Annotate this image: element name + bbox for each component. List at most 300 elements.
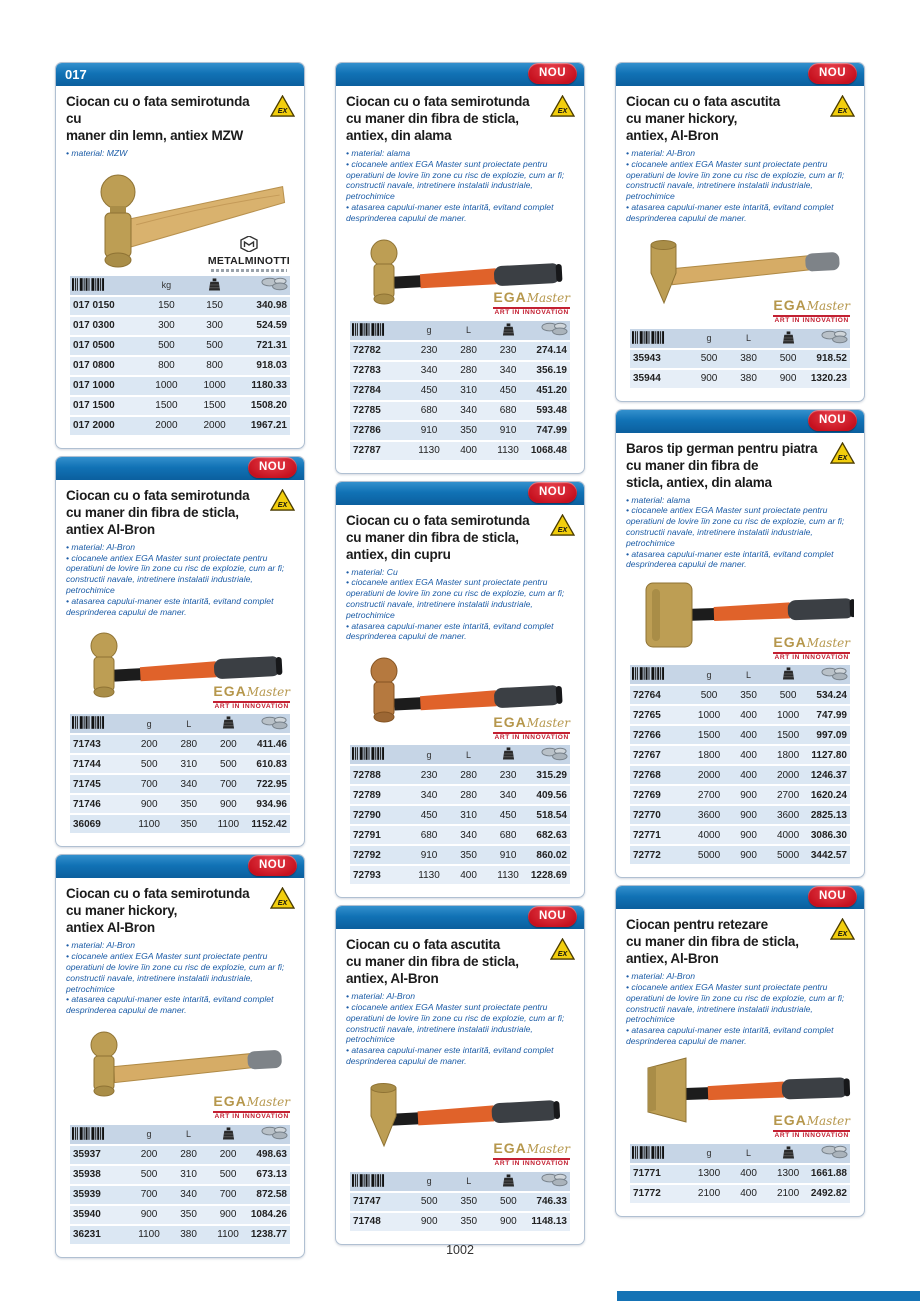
barcode-icon (632, 1146, 665, 1159)
product-card (335, 905, 585, 1245)
product-spec-value: 700 (129, 775, 169, 793)
barcode-icon (352, 1174, 385, 1187)
product-image (346, 227, 574, 317)
product-spec-value: 280 (449, 766, 489, 784)
product-spec-value: 1000 (191, 377, 239, 395)
spec-table (70, 712, 290, 835)
product-spec-value: 3600 (689, 806, 729, 824)
svg-text:EX: EX (557, 525, 568, 534)
spec-table-header-row (350, 321, 570, 340)
spec-table (350, 1170, 570, 1233)
ega-logo-name: EGA (773, 633, 807, 650)
product-price: 518.54 (528, 806, 570, 824)
ega-logo-script: Master (246, 1095, 290, 1110)
product-code: 72782 (350, 342, 409, 360)
product-spec-value: 310 (169, 1166, 209, 1184)
ex-hazard-icon-holder (270, 95, 295, 122)
product-price: 722.95 (248, 775, 290, 793)
weight-column-header (488, 321, 528, 340)
card-header-bar (616, 886, 864, 909)
product-title-line: antiex Al-Bron (66, 521, 155, 537)
weight-column-header (488, 745, 528, 764)
product-title-line: Ciocan cu o fata semirotunda (346, 94, 530, 109)
product-code: 72790 (350, 806, 409, 824)
product-spec-value: 500 (208, 1166, 248, 1184)
card-header-bar (616, 410, 864, 433)
product-spec-value: 900 (208, 1206, 248, 1224)
product-price: 872.58 (248, 1186, 290, 1204)
length-column-header: L (169, 714, 209, 733)
spec-table-row (70, 1146, 290, 1164)
product-spec-value: 1130 (409, 442, 449, 460)
product-title (346, 512, 538, 563)
ega-logo-tagline: ART IN INNOVATION (774, 653, 849, 661)
ega-logo-tagline: ART IN INNOVATION (214, 702, 289, 710)
ex-hazard-icon-holder (270, 887, 295, 914)
weight-icon (222, 716, 235, 729)
product-spec-value: 400 (449, 866, 489, 884)
product-code: 72767 (630, 746, 689, 764)
product-title-line: cu maner hickory, (626, 111, 738, 126)
product-spec-value: 1100 (129, 1226, 169, 1244)
metalminotti-name: METALMINOTTI (207, 255, 290, 268)
product-title-line: Baros tip german pentru piatra (626, 440, 818, 456)
ega-logo-name: EGA (493, 288, 527, 305)
weight-column-header (768, 1144, 808, 1163)
product-spec-value: 1000 (768, 706, 808, 724)
product-title (626, 916, 818, 967)
spec-table-header-row (630, 329, 850, 348)
ega-master-logo (773, 1113, 850, 1140)
ega-logo-name: EGA (493, 1140, 527, 1157)
ega-logo-row (493, 1141, 570, 1160)
ega-logo-row (773, 635, 850, 654)
product-code: 72793 (350, 866, 409, 884)
weight-icon (782, 1146, 795, 1159)
weight-column-header (489, 1172, 529, 1191)
product-spec-value: 800 (142, 357, 190, 375)
product-spec-value: 900 (689, 370, 729, 388)
spec-table-row (70, 755, 290, 773)
product-title-line: cu maner din fibra de (626, 457, 759, 473)
ega-logo-script: Master (806, 635, 850, 650)
product-title-line: cu maner din fibra de sticla, (346, 529, 519, 545)
ega-master-logo (493, 715, 570, 742)
product-code: 71744 (70, 755, 129, 773)
length-column-header: L (729, 1144, 769, 1163)
ega-logo-row (493, 290, 570, 309)
spec-table-row (70, 1206, 290, 1224)
product-price: 409.56 (528, 786, 570, 804)
weight-icon (502, 747, 515, 760)
length-column-header: L (729, 329, 769, 348)
product-card (615, 62, 865, 402)
product-code: 72788 (350, 766, 409, 784)
price-column-header (239, 276, 290, 295)
product-title-line: Ciocan cu o fata semirotunda (66, 487, 250, 503)
product-card (615, 409, 865, 879)
product-spec-value: 1000 (689, 706, 729, 724)
product-bullet: • atasarea capului-maner este intarită, evitand complet desprinderea capului de maner. (346, 201, 554, 223)
price-column-header (248, 714, 290, 733)
spec-table-row (70, 815, 290, 833)
product-spec-value: 400 (729, 766, 769, 784)
length-column-header: L (169, 1125, 209, 1144)
ega-logo-row (493, 715, 570, 734)
price-column-header (528, 321, 570, 340)
svg-text:EX: EX (277, 500, 288, 509)
product-spec-value: 2000 (191, 417, 239, 435)
price-column-header (528, 745, 570, 764)
unit-column-header: g (409, 1172, 449, 1191)
product-bullet: • material: Cu (346, 566, 398, 577)
product-code: 35940 (70, 1206, 129, 1224)
product-image (66, 1019, 294, 1121)
product-code: 017 0300 (70, 317, 142, 335)
product-spec-value: 230 (488, 766, 528, 784)
product-spec-value: 400 (729, 706, 769, 724)
product-spec-value: 800 (191, 357, 239, 375)
spec-table-row (630, 1165, 850, 1183)
product-spec-value: 350 (449, 846, 489, 864)
product-title-line: antiex, Al-Bron (346, 971, 439, 987)
metalminotti-tagline (211, 269, 287, 272)
product-spec-value: 1500 (768, 726, 808, 744)
product-spec-value: 1300 (689, 1165, 729, 1183)
spec-table-header-row (70, 276, 290, 295)
product-code: 72765 (630, 706, 689, 724)
spec-table-row (630, 686, 850, 704)
product-price: 918.52 (808, 350, 850, 368)
product-description (626, 495, 854, 571)
product-description (346, 567, 574, 643)
product-code: 72784 (350, 382, 409, 400)
weight-icon (502, 323, 515, 336)
unit-column-header: g (689, 1144, 729, 1163)
product-price: 747.99 (528, 422, 570, 440)
price-coins-icon (821, 330, 848, 344)
product-code: 017 2000 (70, 417, 142, 435)
price-column-header (808, 1144, 850, 1163)
product-card (615, 885, 865, 1217)
product-spec-value: 2700 (689, 786, 729, 804)
product-image (626, 227, 854, 325)
product-spec-value: 5000 (689, 846, 729, 864)
product-spec-value: 310 (449, 382, 489, 400)
ega-logo-name: EGA (773, 1112, 807, 1129)
price-column-header (248, 1125, 290, 1144)
product-spec-value: 500 (768, 686, 808, 704)
product-spec-value: 1800 (768, 746, 808, 764)
product-spec-value: 310 (449, 806, 489, 824)
product-code: 35943 (630, 350, 689, 368)
product-title-line: antiex, Al-Bron (626, 951, 719, 967)
product-image (626, 573, 854, 661)
product-spec-value: 1500 (191, 397, 239, 415)
product-spec-value: 1000 (142, 377, 190, 395)
ex-hazard-icon (270, 489, 295, 511)
spec-table-row (630, 706, 850, 724)
ex-hazard-icon (550, 514, 575, 536)
product-bullet: • ciocanele antiex EGA Master sunt proiectate pentru operatiuni de lovire îin zone cu risc de explozie, cum ar fi; constructii navale, intretinere instalatii industriale, petrochimice (626, 505, 845, 548)
product-price: 1661.88 (808, 1165, 850, 1183)
product-code: 017 1000 (70, 377, 142, 395)
product-spec-value: 450 (488, 382, 528, 400)
product-spec-value: 340 (409, 786, 449, 804)
ega-logo-tagline: ART IN INNOVATION (774, 316, 849, 324)
ex-hazard-icon (270, 887, 295, 909)
product-bullet: • material: alama (346, 148, 411, 158)
ega-logo-row (213, 684, 290, 703)
product-price: 721.31 (239, 337, 290, 355)
product-price: 1148.13 (528, 1213, 570, 1231)
product-bullet: • ciocanele antiex EGA Master sunt proiectate pentru operatiuni de lovire îin zone cu risc de explozie, cum ar fi; constructii navale, intretinere instalatii industriale, petrochimice (66, 552, 285, 595)
product-spec-value: 2700 (768, 786, 808, 804)
product-spec-value: 350 (169, 795, 209, 813)
product-bullet: • atasarea capului-maner este intarită, evitand complet desprinderea capului de maner. (626, 201, 834, 223)
ex-hazard-icon-holder (830, 918, 855, 945)
spec-table-row (350, 382, 570, 400)
spec-table-header-row (350, 745, 570, 764)
nou-badge: NOU (528, 63, 577, 84)
spec-table-row (70, 377, 290, 395)
product-price: 860.02 (528, 846, 570, 864)
ega-master-logo (213, 684, 290, 711)
product-bullet: • ciocanele antiex EGA Master sunt proiectate pentru operatiuni de lovire îin zone cu risc de explozie, cum ar fi; constructii navale, intretinere instalatii industriale, petrochimice (346, 1001, 565, 1045)
product-price: 593.48 (528, 402, 570, 420)
spec-table-header-row (70, 714, 290, 733)
product-spec-value: 350 (169, 815, 209, 833)
price-coins-icon (821, 667, 848, 681)
spec-table-row (350, 1193, 570, 1211)
product-title-line: Ciocan cu o fata semirotunda cu (66, 94, 250, 126)
barcode-icon (72, 278, 105, 291)
product-price: 1238.77 (248, 1226, 290, 1244)
product-price: 746.33 (528, 1193, 570, 1211)
product-code: 72768 (630, 766, 689, 784)
product-description (626, 148, 854, 224)
product-title-line: cu maner din fibra de sticla, (346, 111, 519, 126)
spec-table-row (70, 397, 290, 415)
product-bullet: • ciocanele antiex EGA Master sunt proiectate pentru operatiuni de lovire îin zone cu risc de explozie, cum ar fi; constructii navale, intretinere instalatii industriale, petrochimice (66, 951, 285, 994)
nou-badge: NOU (808, 410, 857, 431)
product-image (346, 1070, 574, 1168)
product-title (626, 93, 818, 144)
ega-logo-tagline: ART IN INNOVATION (494, 308, 569, 316)
product-spec-value: 500 (142, 337, 190, 355)
product-spec-value: 150 (142, 297, 190, 315)
product-spec-value: 910 (488, 422, 528, 440)
product-spec-value: 340 (169, 775, 209, 793)
product-code: 72792 (350, 846, 409, 864)
card-body (616, 433, 864, 878)
product-title (66, 487, 258, 538)
ex-hazard-icon (830, 442, 855, 464)
product-title-line: maner din lemn, antiex MZW (66, 128, 244, 143)
unit-column-header: g (689, 329, 729, 348)
product-spec-value: 500 (191, 337, 239, 355)
product-title-line: Ciocan cu o fata ascutita (626, 94, 781, 109)
product-spec-value: 200 (129, 735, 169, 753)
price-coins-icon (541, 747, 568, 761)
product-code: 35937 (70, 1146, 129, 1164)
spec-table-row (70, 735, 290, 753)
product-spec-value: 2100 (689, 1185, 729, 1203)
product-spec-value: 500 (129, 1166, 169, 1184)
length-column-header: L (449, 1172, 489, 1191)
product-spec-value: 4000 (768, 826, 808, 844)
column-1 (55, 62, 305, 1258)
barcode-icon (632, 667, 665, 680)
product-bullet: • atasarea capului-maner este intarită, evitand complet desprinderea capului de maner. (626, 548, 834, 570)
ega-logo-script: Master (526, 290, 570, 305)
barcode-column-header (70, 1125, 129, 1144)
ega-logo-tagline: ART IN INNOVATION (494, 733, 569, 741)
column-3 (615, 62, 865, 1258)
weight-icon (782, 331, 795, 344)
product-spec-value: 2000 (689, 766, 729, 784)
product-spec-value: 400 (729, 746, 769, 764)
weight-column-header (209, 714, 249, 733)
spec-table-row (70, 795, 290, 813)
card-header-bar (336, 906, 584, 929)
product-price: 1967.21 (239, 417, 290, 435)
product-title-line: cu maner din fibra de sticla, (66, 504, 239, 520)
product-bullet: • atasarea capului-maner este intarită, evitand complet desprinderea capului de maner. (66, 994, 274, 1016)
spec-table (70, 1123, 290, 1246)
product-code: 35939 (70, 1186, 129, 1204)
product-spec-value: 310 (169, 755, 209, 773)
barcode-column-header (350, 745, 409, 764)
ega-logo-tagline: ART IN INNOVATION (774, 1132, 849, 1140)
spec-table-row (70, 1166, 290, 1184)
product-price: 340.98 (239, 297, 290, 315)
product-spec-value: 1500 (142, 397, 190, 415)
nou-badge: NOU (808, 886, 857, 907)
price-column-header (808, 329, 850, 348)
product-spec-value: 400 (729, 1165, 769, 1183)
ega-logo-tagline: ART IN INNOVATION (494, 1160, 569, 1168)
ex-hazard-icon-holder (270, 489, 295, 516)
ex-hazard-icon (270, 95, 295, 117)
product-spec-value: 340 (449, 826, 489, 844)
barcode-icon (632, 331, 665, 344)
product-code: 72787 (350, 442, 409, 460)
ega-logo-name: EGA (213, 1093, 247, 1110)
product-code: 71745 (70, 775, 129, 793)
spec-table-row (350, 866, 570, 884)
unit-column-header: g (129, 714, 169, 733)
price-column-header (808, 665, 850, 684)
product-price: 1620.24 (808, 786, 850, 804)
spec-table-row (70, 317, 290, 335)
product-spec-value: 900 (129, 795, 169, 813)
product-spec-value: 500 (768, 350, 808, 368)
product-spec-value: 1100 (208, 1226, 248, 1244)
product-spec-value: 280 (449, 786, 489, 804)
spec-table-header-row (630, 665, 850, 684)
card-body (336, 929, 584, 1244)
unit-column-header: g (129, 1125, 169, 1144)
spec-table (630, 1142, 850, 1205)
spec-table-row (630, 370, 850, 388)
spec-table-row (350, 402, 570, 420)
spec-table-row (350, 422, 570, 440)
product-spec-value: 1500 (689, 726, 729, 744)
product-price: 682.63 (528, 826, 570, 844)
product-card (55, 854, 305, 1258)
product-price: 610.83 (248, 755, 290, 773)
product-title-line: Ciocan cu o fata semirotunda (66, 886, 250, 902)
spec-table-row (70, 1226, 290, 1244)
product-title-line: Ciocan cu o fata semirotunda (346, 512, 530, 528)
product-code: 35944 (630, 370, 689, 388)
spec-table-row (70, 775, 290, 793)
product-title-line: cu maner din fibra de sticla, (346, 954, 519, 970)
product-description (346, 148, 574, 224)
product-price: 934.96 (248, 795, 290, 813)
weight-column-header (768, 665, 808, 684)
product-code: 36231 (70, 1226, 129, 1244)
ega-master-logo (213, 1094, 290, 1121)
product-spec-value: 680 (409, 826, 449, 844)
weight-icon (502, 1174, 515, 1187)
barcode-column-header (630, 1144, 689, 1163)
svg-text:EX: EX (557, 950, 568, 959)
weight-icon (208, 278, 221, 291)
column-2 (335, 62, 585, 1258)
card-body (616, 86, 864, 401)
product-code: 71747 (350, 1193, 409, 1211)
product-title-line: sticla, antiex, din alama (626, 474, 772, 490)
product-price: 524.59 (239, 317, 290, 335)
product-price: 534.24 (808, 686, 850, 704)
price-coins-icon (541, 1173, 568, 1187)
product-price: 2825.13 (808, 806, 850, 824)
price-coins-icon (261, 277, 288, 291)
weight-icon (782, 667, 795, 680)
product-title-line: cu maner hickory, (66, 903, 178, 919)
product-title-line: antiex, din cupru (346, 546, 451, 562)
price-coins-icon (821, 1145, 848, 1159)
product-card (335, 481, 585, 899)
product-code: 72789 (350, 786, 409, 804)
product-price: 1508.20 (239, 397, 290, 415)
product-price: 1228.69 (528, 866, 570, 884)
spec-table-row (350, 826, 570, 844)
card-body (616, 909, 864, 1216)
ega-master-logo (493, 290, 570, 317)
product-price: 3086.30 (808, 826, 850, 844)
barcode-column-header (70, 714, 129, 733)
product-price: 918.03 (239, 357, 290, 375)
spec-table-row (630, 826, 850, 844)
barcode-icon (352, 747, 385, 760)
product-spec-value: 400 (729, 726, 769, 744)
product-price: 673.13 (248, 1166, 290, 1184)
spec-table (70, 274, 290, 437)
length-column-header: L (449, 321, 489, 340)
product-code: 35938 (70, 1166, 129, 1184)
product-bullet: • material: Al-Bron (626, 971, 696, 982)
spec-table-header-row (350, 1172, 570, 1191)
product-bullet: • atasarea capului-maner este intarită, evitand complet desprinderea capului de maner. (346, 1045, 554, 1066)
product-spec-value: 350 (169, 1206, 209, 1224)
ex-hazard-icon (830, 918, 855, 940)
product-spec-value: 400 (729, 1185, 769, 1203)
product-spec-value: 230 (409, 342, 449, 360)
ega-logo-tagline: ART IN INNOVATION (214, 1113, 289, 1121)
